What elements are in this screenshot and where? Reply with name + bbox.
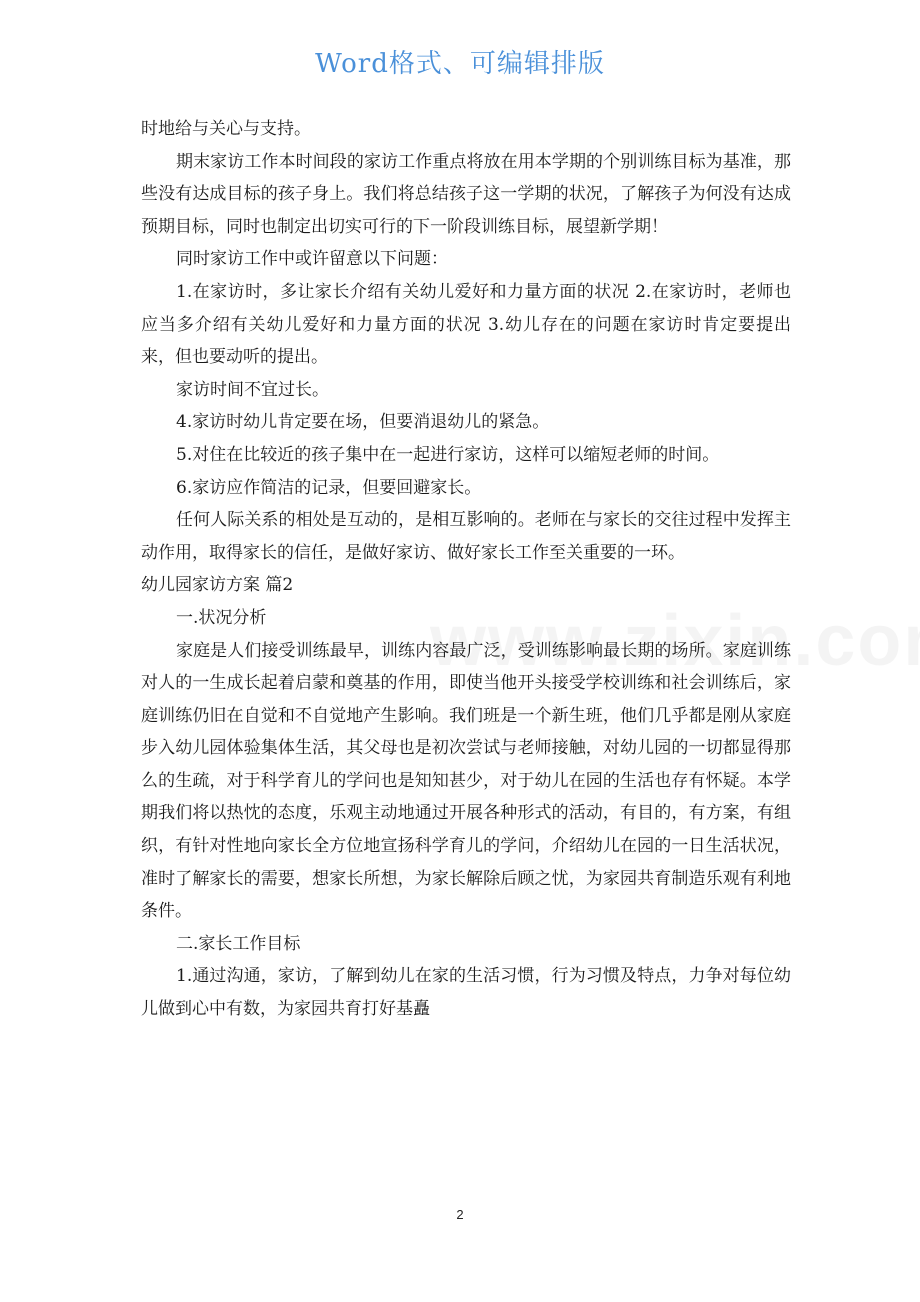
section-heading: 幼儿园家访方案 篇2 [141,575,294,596]
page-number: 2 [456,1207,464,1222]
paragraph: 1.通过沟通，家访，了解到幼儿在家的生活习惯，行为习惯及特点，力争对每位幼儿做到心中有数，为家园共育打好基矗 [141,966,791,1020]
paragraph: 家庭是人们接受训练最早，训练内容最广泛，受训练影响最长期的场所。家庭训练对人的一生成长起着启蒙和奠基的作用，即使当他开头接受学校训练和社会训练后，家庭训练仍旧在自觉和不自觉地产生影响。我们班是一个新生班，他们几乎都是刚从家庭步入幼儿园体验集体生活，其父母也是初次尝试与老师接触，对幼儿园的一切都显得那么的生疏，对于科学育儿的学问也是知知甚少，对于幼儿在园的生活也存有怀疑。本学期我们将以热忱的态度，乐观主动地通过开展各种形式的活动，有目的，有方案，有组织，有针对性地向家长全方位地宣扬科学育儿的学问，介绍幼儿在园的一日生活状况，准时了解家长的需要，想家长所想，为家长解除后顾之忧，为家园共育制造乐观有利地条件。 [141,640,791,922]
paragraph: 期末家访工作本时间段的家访工作重点将放在用本学期的个别训练目标为基准，那些没有达成目标的孩子身上。我们将总结孩子这一学期的状况，了解孩子为何没有达成预期目标，同时也制定出切实可行的下一阶段训练目标，展望新学期！ [141,151,791,237]
list-item: 6.家访应作简洁的记录，但要回避家长。 [176,477,482,498]
subsection-heading: 二.家长工作目标 [176,933,301,954]
paragraph: 1.在家访时，多让家长介绍有关幼儿爱好和力量方面的状况 2.在家访时，老师也应当多介绍有关幼儿爱好和力量方面的状况 3.幼儿存在的问题在家访时肯定要提出来，但也要动听的提出。 [141,281,791,368]
paragraph: 任何人际关系的相处是互动的，是相互影响的。老师在与家长的交往过程中发挥主动作用，取得家长的信任，是做好家访、做好家长工作至关重要的一环。 [141,510,791,563]
subsection-heading: 一.状况分析 [176,607,267,628]
document-body [141,113,791,1026]
list-item: 5.对住在比较近的孩子集中在一起进行家访，这样可以缩短老师的时间。 [176,444,720,465]
page-header-title: Word格式、可编辑排版 [315,49,605,79]
list-item: 4.家访时幼儿肯定要在场，但要消退幼儿的紧急。 [176,412,550,433]
paragraph: 同时家访工作中或许留意以下问题： [176,249,448,270]
paragraph: 家访时间不宜过长。 [176,379,329,400]
paragraph-continuation: 时地给与关心与支持。 [141,119,311,139]
